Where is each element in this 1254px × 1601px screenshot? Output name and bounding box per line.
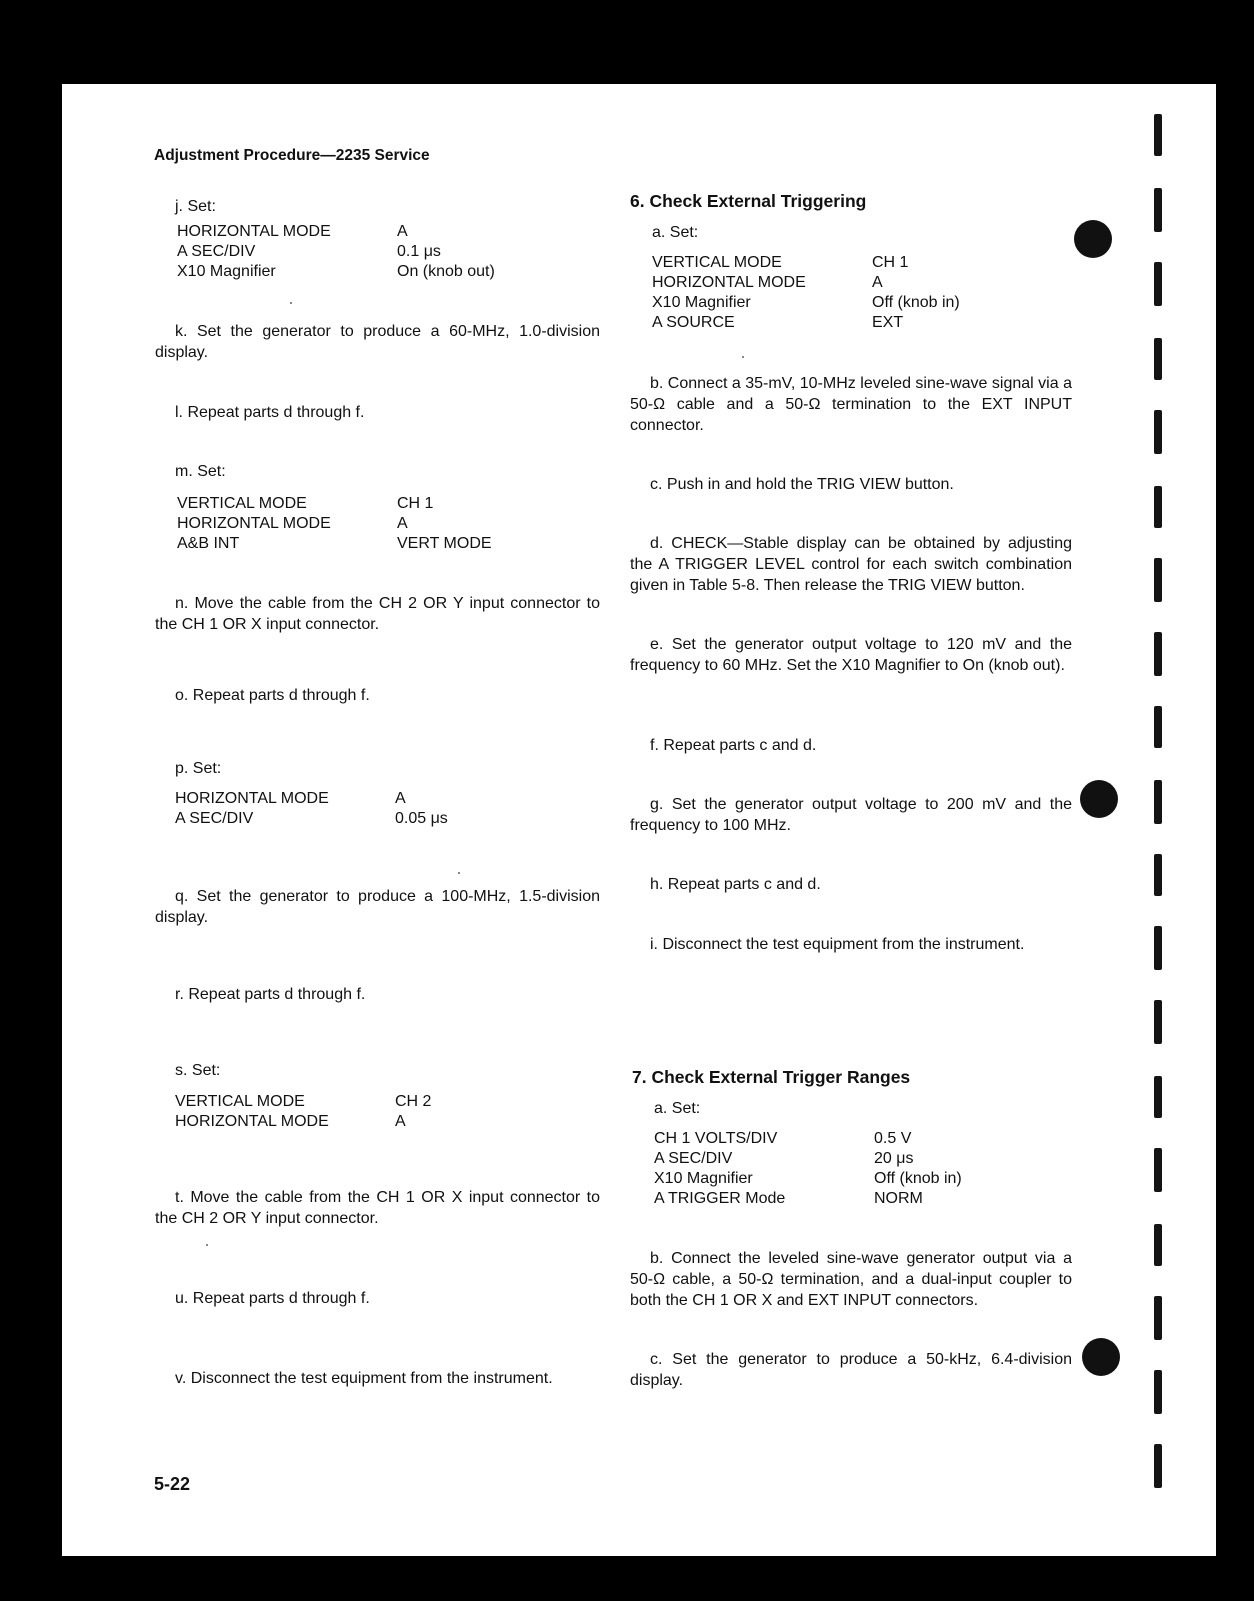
setting-name: HORIZONTAL MODE (652, 274, 806, 291)
setting-name: X10 Magnifier (654, 1170, 753, 1187)
margin-dot-marker (1074, 220, 1112, 258)
step-s-label: s. Set: (175, 1062, 221, 1079)
margin-bar-marker (1154, 1224, 1162, 1266)
margin-bar-marker (1154, 1148, 1162, 1192)
setting-value: NORM (874, 1190, 923, 1207)
setting-value: 20 μs (874, 1150, 914, 1167)
margin-bar-marker (1154, 632, 1162, 676)
setting-value: A (872, 274, 883, 291)
step-6i: i. Disconnect the test equipment from the instrument. (650, 936, 1025, 953)
setting-name: X10 Magnifier (177, 263, 276, 280)
setting-name: A SEC/DIV (175, 810, 254, 827)
page-number: 5-22 (154, 1474, 191, 1494)
margin-bar-marker (1154, 1000, 1162, 1044)
step-p-label: p. Set: (175, 760, 222, 777)
margin-bar-marker (1154, 558, 1162, 602)
setting-name: X10 Magnifier (652, 294, 751, 311)
setting-value: On (knob out) (397, 263, 495, 280)
setting-name: VERTICAL MODE (177, 495, 307, 512)
setting-value: 0.1 μs (397, 243, 441, 260)
setting-value: CH 1 (872, 254, 909, 271)
step-q: q. Set the generator to produce a 100-MHz, 1.5-division display. (155, 888, 600, 926)
margin-bar-marker (1154, 780, 1162, 824)
setting-value: A (397, 223, 408, 240)
setting-value: 0.5 V (874, 1130, 912, 1147)
setting-name: A SEC/DIV (654, 1150, 733, 1167)
setting-value: Off (knob in) (874, 1170, 962, 1187)
setting-value: EXT (872, 314, 904, 331)
margin-dot-marker (1080, 780, 1118, 818)
setting-value: A (395, 790, 406, 807)
step-l: l. Repeat parts d through f. (175, 404, 365, 421)
margin-bar-marker (1154, 114, 1162, 156)
setting-name: HORIZONTAL MODE (177, 223, 331, 240)
step-6h: h. Repeat parts c and d. (650, 876, 821, 893)
margin-bar-marker (1154, 188, 1162, 232)
margin-dot-marker (1082, 1338, 1120, 1376)
section-6-heading: 6. Check External Triggering (630, 191, 867, 211)
scan-speck (458, 872, 460, 874)
margin-bar-marker (1154, 706, 1162, 748)
margin-bar-marker (1154, 926, 1162, 970)
margin-bar-marker (1154, 854, 1162, 896)
step-n: n. Move the cable from the CH 2 OR Y input connector to the CH 1 OR X input connector. (155, 595, 600, 633)
setting-name: A SOURCE (652, 314, 735, 331)
step-6f: f. Repeat parts c and d. (650, 737, 817, 754)
margin-bar-marker (1154, 338, 1162, 380)
setting-name: HORIZONTAL MODE (177, 515, 331, 532)
step-6d: d. CHECK—Stable display can be obtained by adjusting the A TRIGGER LEVEL control for each switch combination given in Table 5-8. Then release the TRIG VIEW button. (630, 535, 1072, 594)
setting-name: A&B INT (177, 535, 240, 552)
step-v: v. Disconnect the test equipment from the instrument. (175, 1370, 553, 1387)
step-r: r. Repeat parts d through f. (175, 986, 366, 1003)
running-header: Adjustment Procedure—2235 Service (154, 147, 430, 164)
margin-bar-marker (1154, 486, 1162, 528)
scan-speck (742, 356, 744, 358)
step-j-label: j. Set: (175, 198, 216, 215)
step-6a-label: a. Set: (652, 224, 699, 241)
step-t: t. Move the cable from the CH 1 OR X input connector to the CH 2 OR Y input connector. (155, 1189, 600, 1227)
setting-value: CH 1 (397, 495, 434, 512)
step-6b: b. Connect a 35-mV, 10-MHz leveled sine-wave signal via a 50-Ω cable and a 50-Ω termination to the EXT INPUT connector. (630, 375, 1072, 434)
step-6e: e. Set the generator output voltage to 120 mV and the frequency to 60 MHz. Set the X10 Magnifier to On (knob out). (630, 636, 1072, 674)
setting-value: 0.05 μs (395, 810, 448, 827)
section-7-heading: 7. Check External Trigger Ranges (632, 1067, 911, 1087)
step-7c: c. Set the generator to produce a 50-kHz, 6.4-division display. (630, 1351, 1072, 1389)
setting-value: A (395, 1113, 406, 1130)
margin-bar-marker (1154, 1370, 1162, 1414)
margin-bar-marker (1154, 262, 1162, 306)
scan-speck (290, 302, 292, 304)
scan-speck (206, 1244, 208, 1246)
setting-value: CH 2 (395, 1093, 432, 1110)
step-m-label: m. Set: (175, 463, 226, 480)
margin-bar-marker (1154, 410, 1162, 454)
step-7a-label: a. Set: (654, 1100, 701, 1117)
step-7b: b. Connect the leveled sine-wave generator output via a 50-Ω cable, a 50-Ω termination, and a dual-input coupler to both the CH 1 OR X and EXT INPUT connectors. (630, 1250, 1072, 1309)
setting-value: Off (knob in) (872, 294, 960, 311)
setting-name: HORIZONTAL MODE (175, 1113, 329, 1130)
step-o: o. Repeat parts d through f. (175, 687, 370, 704)
setting-value: VERT MODE (397, 535, 492, 552)
margin-bar-marker (1154, 1444, 1162, 1488)
step-6c: c. Push in and hold the TRIG VIEW button. (650, 476, 954, 493)
setting-name: VERTICAL MODE (175, 1093, 305, 1110)
step-k: k. Set the generator to produce a 60-MHz, 1.0-division display. (155, 323, 600, 361)
margin-bar-marker (1154, 1296, 1162, 1340)
manual-page (62, 84, 1216, 1556)
step-u: u. Repeat parts d through f. (175, 1290, 370, 1307)
setting-name: HORIZONTAL MODE (175, 790, 329, 807)
setting-name: A TRIGGER Mode (654, 1190, 786, 1207)
setting-value: A (397, 515, 408, 532)
setting-name: A SEC/DIV (177, 243, 256, 260)
margin-bar-marker (1154, 1076, 1162, 1118)
setting-name: CH 1 VOLTS/DIV (654, 1130, 778, 1147)
setting-name: VERTICAL MODE (652, 254, 782, 271)
step-6g: g. Set the generator output voltage to 200 mV and the frequency to 100 MHz. (630, 796, 1072, 834)
